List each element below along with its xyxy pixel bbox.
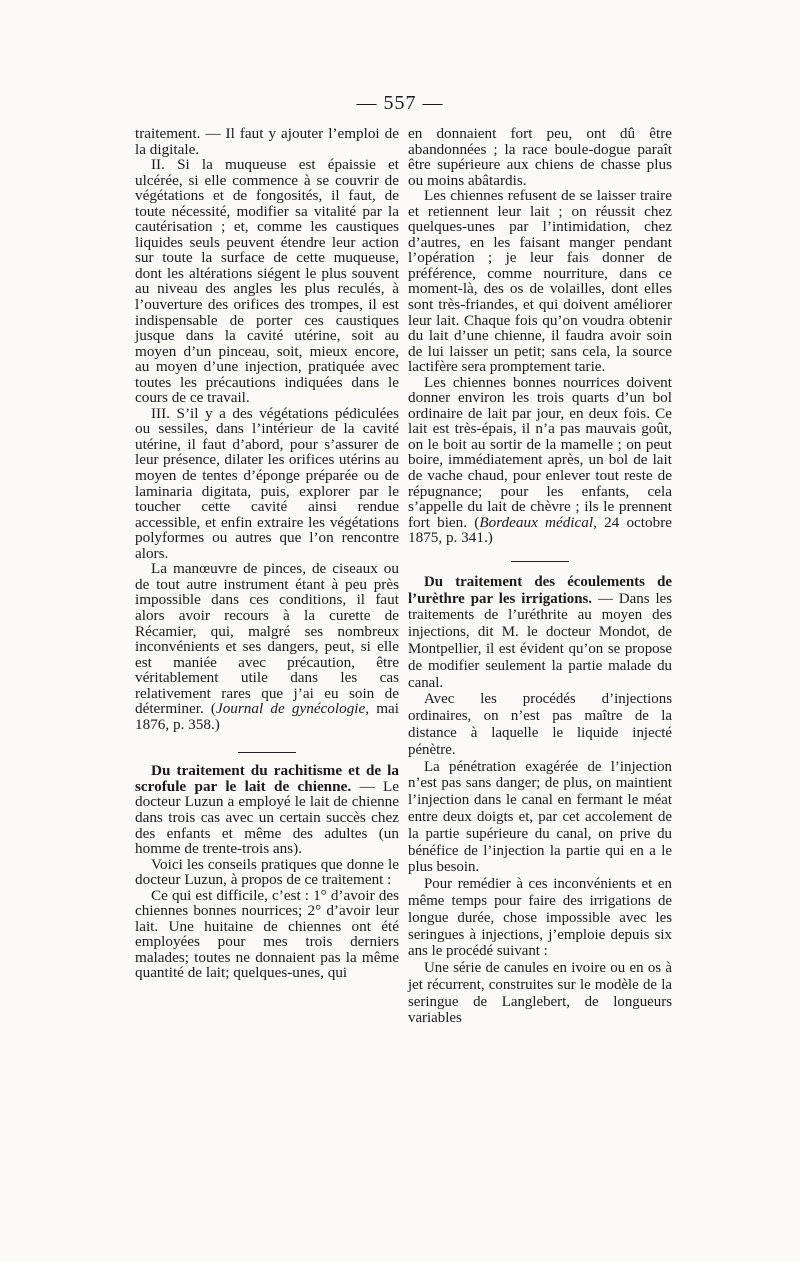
paragraph-text: Les chiennes bonnes nourrices doivent donner environ les trois quarts d’un bol ordinaire de lait par jour, en deux fois. Ce lait est très-épais, il n’a pas mauvais goût, on le boit au sortir de la mamelle ; on peut boire, immédiatement après, un bol de lait de vache chaud, pour enlever tout reste de répugnance; pour les enfants, cela s’appelle du lait de chèvre ; ils le prennent fort bien. ( bbox=[408, 373, 672, 531]
paragraph: Les chiennes refusent de se laisser traire et retiennent leur lait ; on réussit chez quelques-unes par l’intimidation, chez d’autres, en les faisant manger pendant l’opération ; je leur fais donner de préférence, comme nourriture, dans ce moment-là, des os de volailles, dont elles sont très-friandes, et qui doivent améliorer leur lait. Chaque fois qu’on voudra obtenir du lait d’une chienne, il faudra avoir soin de lui laisser un petit; sans cela, la source lactifère sera promptement tarie. bbox=[408, 187, 672, 376]
citation-details: 24 octobre 1875, p. 341.) bbox=[408, 513, 673, 547]
paragraph: en donnaient fort peu, ont dû être abandonnées ; la race boule-dogue paraît être supérieure aux chiens de chasse plus ou moins abâtardis. bbox=[408, 125, 672, 189]
citation-details: mai 1876, p. 358.) bbox=[135, 700, 400, 733]
paragraph: Ce qui est difficile, c’est : 1° d’avoir des chiennes bonnes nourrices; 2° d’avoir leur lait. Une huitaine de chiennes ont été employées pour mes trois derniers malades; toutes ne donnaient pas la même quantité de lait; quelques-unes, qui bbox=[135, 886, 399, 982]
paragraph bbox=[135, 561, 399, 732]
right-column bbox=[408, 126, 672, 1027]
page-number: — 557 — bbox=[356, 92, 444, 114]
paragraph: Une série de canules en ivoire ou en os à jet récurrent, construites sur le modèle de la seringue de Langlebert, de longueurs variables bbox=[408, 960, 672, 1027]
section-divider bbox=[511, 561, 569, 562]
section-divider bbox=[238, 752, 296, 753]
paragraph: La pénétration exagérée de l’injection n’est pas sans danger; de plus, on maintient l’injection dans le canal en fermant le méat entre deux doigts et, par cet accolement de la partie supérieure du canal, on prive du bénéfice de l’injection la partie qui en a le plus besoin. bbox=[408, 758, 672, 876]
paragraph-text: La manœuvre de pinces, de ciseaux ou de tout autre instrument étant à peu près impossible dans ces conditions, il faut alors avoir recours à la curette de Récamier, qui, malgré ses nombreux inconvénients et ses dangers, peut, si elle est maniée avec précaution, être véritablement utile dans les cas relativement rares que j’ai eu soin de déterminer. ( bbox=[135, 560, 399, 718]
section-intro bbox=[408, 574, 672, 692]
paragraph: II. Si la muqueuse est épaissie et ulcérée, si elle commence à se couvrir de végétations et de fongosités, il faut, de toute nécessité, modifier sa vitalité par la cautérisation ; et, comme les caustiques liquides seuls peuvent étendre leur action sur toute la surface de cette muqueuse, dont les altérations siégent le plus souvent au niveau des angles les plus reculés, à l’ouverture des orifices des trompes, il est indispensable de porter ces caustiques jusque dans la cavité utérine, soit au moyen d’un pinceau, soit, mieux encore, au moyen d’une injection, pratiquée avec toutes les précautions indiquées dans le cours de ce travail. bbox=[135, 156, 399, 407]
paragraph: Pour remédier à ces inconvénients et en même temps pour faire des irrigations de longue durée, chose impossible avec les seringues à injections, j’emploie depuis six ans le procédé suivant : bbox=[408, 876, 672, 960]
section-heading: Du traitement du rachitisme et de la scrofule par le lait de chienne. bbox=[135, 762, 399, 795]
paragraph: III. S’il y a des végétations pédiculées ou sessiles, dans l’intérieur de la cavité utérine, il faut d’abord, pour s’assurer de leur présence, dilater les orifices utérins au moyen de tentes d’éponge préparée ou de laminaria digitata, puis, explorer par le toucher cette cavité ainsi rendue accessible, et enfin extraire les végétations polyformes ou autres que l’on rencontre alors. bbox=[135, 404, 399, 562]
section-text: — Dans les traitements de l’uréthrite au moyen des injections, dit M. le docteur Mondot, de Montpellier, il est évident qu’on se propose de modifier seulement la partie malade du canal. bbox=[408, 590, 672, 691]
paragraph bbox=[408, 375, 672, 546]
left-column bbox=[135, 126, 399, 981]
section-heading: Du traitement des écoulements de l’urèthre par les irrigations. bbox=[408, 573, 672, 607]
section-text: — Le docteur Luzun a employé le lait de chienne dans trois cas avec un certain succès chez des enfants et même des adultes (un homme de trente-trois ans). bbox=[135, 777, 399, 858]
source-citation: Journal de gynécologie, bbox=[215, 700, 370, 718]
paragraph: Avec les procédés d’injections ordinaires, on n’est pas maître de la distance à laquelle le liquide injecté pénètre. bbox=[408, 691, 672, 758]
paragraph: traitement. — Il faut y ajouter l’emploi de la digitale. bbox=[135, 125, 399, 158]
section-intro bbox=[135, 763, 399, 856]
source-citation: Bordeaux médical, bbox=[479, 513, 597, 531]
paragraph: Voici les conseils pratiques que donne le docteur Luzun, à propos de ce traitement : bbox=[135, 855, 399, 889]
